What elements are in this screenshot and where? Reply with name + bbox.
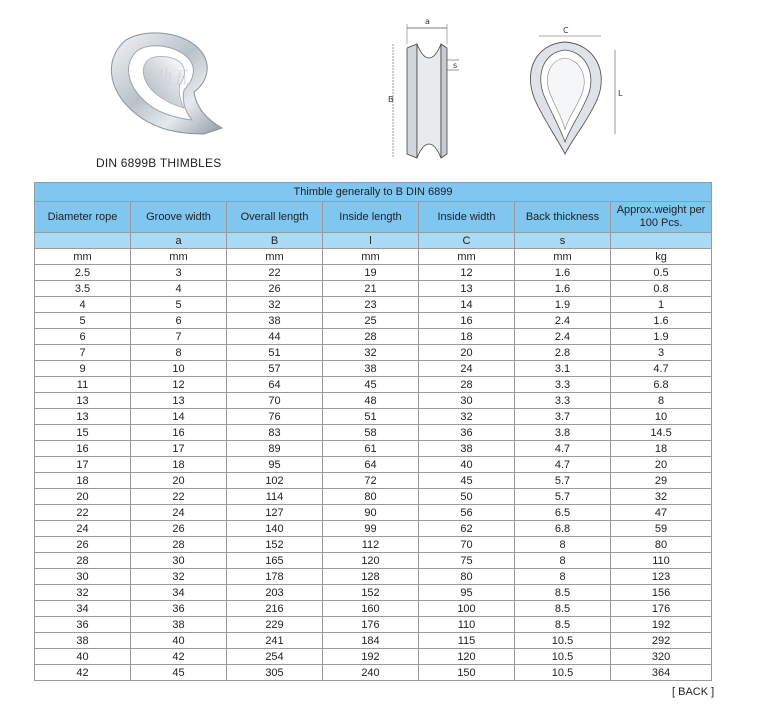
table-cell: 34 xyxy=(35,601,131,617)
table-cell: 115 xyxy=(419,633,515,649)
column-unit-2: mm xyxy=(227,249,323,265)
column-symbol-0 xyxy=(35,233,131,249)
table-cell: 13 xyxy=(35,393,131,409)
table-row xyxy=(35,393,712,409)
table-cell: 8 xyxy=(515,569,611,585)
column-symbol-6 xyxy=(611,233,712,249)
table-cell: 2.4 xyxy=(515,313,611,329)
table-cell: 51 xyxy=(227,345,323,361)
table-cell: 152 xyxy=(323,585,419,601)
column-header-6: Approx.weight per 100 Pcs. xyxy=(611,202,712,233)
table-cell: 76 xyxy=(227,409,323,425)
table-cell: 38 xyxy=(131,617,227,633)
table-cell: 20 xyxy=(419,345,515,361)
table-cell: 30 xyxy=(419,393,515,409)
table-cell: 80 xyxy=(611,537,712,553)
table-cell: 38 xyxy=(35,633,131,649)
table-cell: 64 xyxy=(323,457,419,473)
table-cell: 38 xyxy=(419,441,515,457)
table-cell: 32 xyxy=(35,585,131,601)
table-cell: 0.5 xyxy=(611,265,712,281)
table-row xyxy=(35,585,712,601)
table-cell: 36 xyxy=(419,425,515,441)
table-cell: 2.8 xyxy=(515,345,611,361)
table-cell: 184 xyxy=(323,633,419,649)
table-row xyxy=(35,569,712,585)
table-row xyxy=(35,489,712,505)
column-header-3: Inside length xyxy=(323,202,419,233)
column-unit-1: mm xyxy=(131,249,227,265)
table-row xyxy=(35,553,712,569)
table-cell: 160 xyxy=(323,601,419,617)
table-cell: 40 xyxy=(35,649,131,665)
table-cell: 36 xyxy=(131,601,227,617)
table-cell: 176 xyxy=(611,601,712,617)
table-cell: 28 xyxy=(419,377,515,393)
table-cell: 10 xyxy=(611,409,712,425)
table-cell: 23 xyxy=(323,297,419,313)
table-title-row xyxy=(35,183,712,202)
table-cell: 3 xyxy=(131,265,227,281)
table-cell: 120 xyxy=(323,553,419,569)
table-row xyxy=(35,313,712,329)
table-cell: 156 xyxy=(611,585,712,601)
table-cell: 4.7 xyxy=(515,457,611,473)
table-row xyxy=(35,361,712,377)
table-cell: 3 xyxy=(611,345,712,361)
table-cell: 75 xyxy=(419,553,515,569)
table-cell: 19 xyxy=(323,265,419,281)
table-body xyxy=(35,265,712,681)
column-unit-5: mm xyxy=(515,249,611,265)
column-header-4: Inside width xyxy=(419,202,515,233)
table-row xyxy=(35,537,712,553)
table-cell: 165 xyxy=(227,553,323,569)
table-cell: 15 xyxy=(35,425,131,441)
table-cell: 3.5 xyxy=(35,281,131,297)
table-row xyxy=(35,665,712,681)
table-cell: 16 xyxy=(35,441,131,457)
table-cell: 6 xyxy=(131,313,227,329)
table-symbol-row xyxy=(35,233,712,249)
table-cell: 56 xyxy=(419,505,515,521)
table-cell: 152 xyxy=(227,537,323,553)
column-unit-6: kg xyxy=(611,249,712,265)
table-cell: 57 xyxy=(227,361,323,377)
dimension-s: s xyxy=(453,61,458,70)
table-cell: 112 xyxy=(323,537,419,553)
table-cell: 89 xyxy=(227,441,323,457)
table-cell: 70 xyxy=(419,537,515,553)
front-view-diagram xyxy=(515,22,630,162)
table-cell: 203 xyxy=(227,585,323,601)
table-cell: 10.5 xyxy=(515,665,611,681)
table-cell: 34 xyxy=(131,585,227,601)
thimble-photo xyxy=(96,22,236,142)
watermark-text: 劲五 xyxy=(154,68,190,89)
table-header-row xyxy=(35,202,712,233)
table-cell: 22 xyxy=(227,265,323,281)
table-cell: 99 xyxy=(323,521,419,537)
table-cell: 6 xyxy=(35,329,131,345)
table-cell: 241 xyxy=(227,633,323,649)
table-cell: 28 xyxy=(35,553,131,569)
table-cell: 8 xyxy=(515,553,611,569)
column-unit-0: mm xyxy=(35,249,131,265)
column-symbol-2: B xyxy=(227,233,323,249)
table-cell: 127 xyxy=(227,505,323,521)
table-cell: 1.6 xyxy=(611,313,712,329)
table-cell: 20 xyxy=(35,489,131,505)
column-unit-4: mm xyxy=(419,249,515,265)
table-row xyxy=(35,329,712,345)
table-cell: 229 xyxy=(227,617,323,633)
table-cell: 28 xyxy=(323,329,419,345)
table-cell: 8.5 xyxy=(515,585,611,601)
table-cell: 17 xyxy=(35,457,131,473)
table-cell: 1.6 xyxy=(515,265,611,281)
table-cell: 10 xyxy=(131,361,227,377)
table-cell: 26 xyxy=(227,281,323,297)
table-cell: 32 xyxy=(323,345,419,361)
table-cell: 45 xyxy=(419,473,515,489)
table-cell: 29 xyxy=(611,473,712,489)
table-cell: 5.7 xyxy=(515,473,611,489)
table-cell: 13 xyxy=(35,409,131,425)
table-row xyxy=(35,409,712,425)
table-cell: 24 xyxy=(35,521,131,537)
table-cell: 22 xyxy=(131,489,227,505)
table-cell: 48 xyxy=(323,393,419,409)
table-cell: 13 xyxy=(419,281,515,297)
table-cell: 1.9 xyxy=(515,297,611,313)
column-symbol-5: s xyxy=(515,233,611,249)
table-cell: 4.7 xyxy=(611,361,712,377)
column-header-1: Groove width xyxy=(131,202,227,233)
table-cell: 128 xyxy=(323,569,419,585)
table-cell: 51 xyxy=(323,409,419,425)
table-cell: 70 xyxy=(227,393,323,409)
table-cell: 18 xyxy=(131,457,227,473)
table-cell: 42 xyxy=(131,649,227,665)
table-cell: 30 xyxy=(131,553,227,569)
column-header-0: Diameter rope xyxy=(35,202,131,233)
table-row xyxy=(35,633,712,649)
table-cell: 14 xyxy=(419,297,515,313)
table-cell: 6.8 xyxy=(515,521,611,537)
table-unit-row xyxy=(35,249,712,265)
table-cell: 8 xyxy=(131,345,227,361)
back-link[interactable]: [ BACK ] xyxy=(672,686,715,698)
table-cell: 123 xyxy=(611,569,712,585)
product-header xyxy=(0,0,784,180)
table-cell: 72 xyxy=(323,473,419,489)
table-cell: 24 xyxy=(131,505,227,521)
table-cell: 44 xyxy=(227,329,323,345)
table-row xyxy=(35,377,712,393)
table-cell: 50 xyxy=(419,489,515,505)
table-cell: 8 xyxy=(611,393,712,409)
table-cell: 4.7 xyxy=(515,441,611,457)
table-cell: 240 xyxy=(323,665,419,681)
table-row xyxy=(35,601,712,617)
dimension-c: C xyxy=(563,26,569,35)
table-cell: 176 xyxy=(323,617,419,633)
table-cell: 7 xyxy=(35,345,131,361)
table-cell: 14 xyxy=(131,409,227,425)
table-cell: 61 xyxy=(323,441,419,457)
side-view-diagram xyxy=(385,14,465,164)
table-cell: 32 xyxy=(131,569,227,585)
table-cell: 16 xyxy=(131,425,227,441)
table-cell: 2.4 xyxy=(515,329,611,345)
table-cell: 0.8 xyxy=(611,281,712,297)
table-cell: 24 xyxy=(419,361,515,377)
table-row xyxy=(35,505,712,521)
table-cell: 40 xyxy=(131,633,227,649)
table-row xyxy=(35,473,712,489)
table-cell: 20 xyxy=(611,457,712,473)
table-row xyxy=(35,345,712,361)
dimensions-table xyxy=(34,182,712,681)
table-cell: 100 xyxy=(419,601,515,617)
table-cell: 18 xyxy=(611,441,712,457)
table-cell: 102 xyxy=(227,473,323,489)
table-cell: 4 xyxy=(131,281,227,297)
product-caption: DIN 6899B THIMBLES xyxy=(96,156,222,170)
table-cell: 28 xyxy=(131,537,227,553)
table-cell: 114 xyxy=(227,489,323,505)
table-cell: 254 xyxy=(227,649,323,665)
table-cell: 22 xyxy=(35,505,131,521)
table-cell: 1.9 xyxy=(611,329,712,345)
table-cell: 16 xyxy=(419,313,515,329)
table-cell: 6.5 xyxy=(515,505,611,521)
table-cell: 83 xyxy=(227,425,323,441)
table-cell: 64 xyxy=(227,377,323,393)
table-cell: 18 xyxy=(35,473,131,489)
table-row xyxy=(35,457,712,473)
table-cell: 14.5 xyxy=(611,425,712,441)
table-cell: 3.1 xyxy=(515,361,611,377)
table-row xyxy=(35,521,712,537)
table-cell: 9 xyxy=(35,361,131,377)
table-cell: 320 xyxy=(611,649,712,665)
table-cell: 120 xyxy=(419,649,515,665)
table-cell: 6.8 xyxy=(611,377,712,393)
table-row xyxy=(35,265,712,281)
table-cell: 3.3 xyxy=(515,377,611,393)
table-cell: 40 xyxy=(419,457,515,473)
table-cell: 4 xyxy=(35,297,131,313)
table-cell: 3.3 xyxy=(515,393,611,409)
table-cell: 192 xyxy=(611,617,712,633)
table-row xyxy=(35,281,712,297)
table-cell: 2.5 xyxy=(35,265,131,281)
table-cell: 18 xyxy=(419,329,515,345)
table-cell: 178 xyxy=(227,569,323,585)
table-cell: 8.5 xyxy=(515,617,611,633)
table-cell: 8 xyxy=(515,537,611,553)
table-cell: 305 xyxy=(227,665,323,681)
table-cell: 59 xyxy=(611,521,712,537)
table-cell: 12 xyxy=(131,377,227,393)
table-cell: 42 xyxy=(35,665,131,681)
table-row xyxy=(35,649,712,665)
table-row xyxy=(35,441,712,457)
table-cell: 95 xyxy=(227,457,323,473)
table-cell: 216 xyxy=(227,601,323,617)
dimension-a: a xyxy=(425,17,430,26)
table-cell: 1.6 xyxy=(515,281,611,297)
table-cell: 47 xyxy=(611,505,712,521)
table-cell: 140 xyxy=(227,521,323,537)
table-cell: 21 xyxy=(323,281,419,297)
table-cell: 95 xyxy=(419,585,515,601)
dimension-l: L xyxy=(618,89,623,98)
table-cell: 10.5 xyxy=(515,649,611,665)
table-cell: 30 xyxy=(35,569,131,585)
table-cell: 292 xyxy=(611,633,712,649)
table-cell: 3.8 xyxy=(515,425,611,441)
table-cell: 36 xyxy=(35,617,131,633)
table-cell: 25 xyxy=(323,313,419,329)
column-symbol-3: l xyxy=(323,233,419,249)
column-header-2: Overall length xyxy=(227,202,323,233)
table-cell: 90 xyxy=(323,505,419,521)
table-cell: 32 xyxy=(227,297,323,313)
table-cell: 10.5 xyxy=(515,633,611,649)
table-row xyxy=(35,297,712,313)
table-cell: 45 xyxy=(131,665,227,681)
table-cell: 62 xyxy=(419,521,515,537)
table-title: Thimble generally to B DIN 6899 xyxy=(35,183,712,202)
dimension-b: B xyxy=(388,95,394,104)
table-cell: 192 xyxy=(323,649,419,665)
table-cell: 20 xyxy=(131,473,227,489)
table-cell: 26 xyxy=(35,537,131,553)
table-cell: 110 xyxy=(611,553,712,569)
table-cell: 5.7 xyxy=(515,489,611,505)
table-cell: 17 xyxy=(131,441,227,457)
table-cell: 45 xyxy=(323,377,419,393)
table-cell: 5 xyxy=(35,313,131,329)
column-symbol-4: C xyxy=(419,233,515,249)
table-cell: 150 xyxy=(419,665,515,681)
table-cell: 26 xyxy=(131,521,227,537)
table-cell: 12 xyxy=(419,265,515,281)
column-unit-3: mm xyxy=(323,249,419,265)
column-symbol-1: a xyxy=(131,233,227,249)
table-cell: 11 xyxy=(35,377,131,393)
table-row xyxy=(35,617,712,633)
table-cell: 110 xyxy=(419,617,515,633)
table-cell: 8.5 xyxy=(515,601,611,617)
table-cell: 5 xyxy=(131,297,227,313)
table-cell: 1 xyxy=(611,297,712,313)
column-header-5: Back thickness xyxy=(515,202,611,233)
table-cell: 3.7 xyxy=(515,409,611,425)
table-cell: 32 xyxy=(419,409,515,425)
table-cell: 80 xyxy=(419,569,515,585)
table-cell: 13 xyxy=(131,393,227,409)
table-cell: 7 xyxy=(131,329,227,345)
table-cell: 38 xyxy=(323,361,419,377)
table-cell: 364 xyxy=(611,665,712,681)
table-cell: 58 xyxy=(323,425,419,441)
table-cell: 32 xyxy=(611,489,712,505)
table-row xyxy=(35,425,712,441)
table-cell: 38 xyxy=(227,313,323,329)
table-cell: 80 xyxy=(323,489,419,505)
